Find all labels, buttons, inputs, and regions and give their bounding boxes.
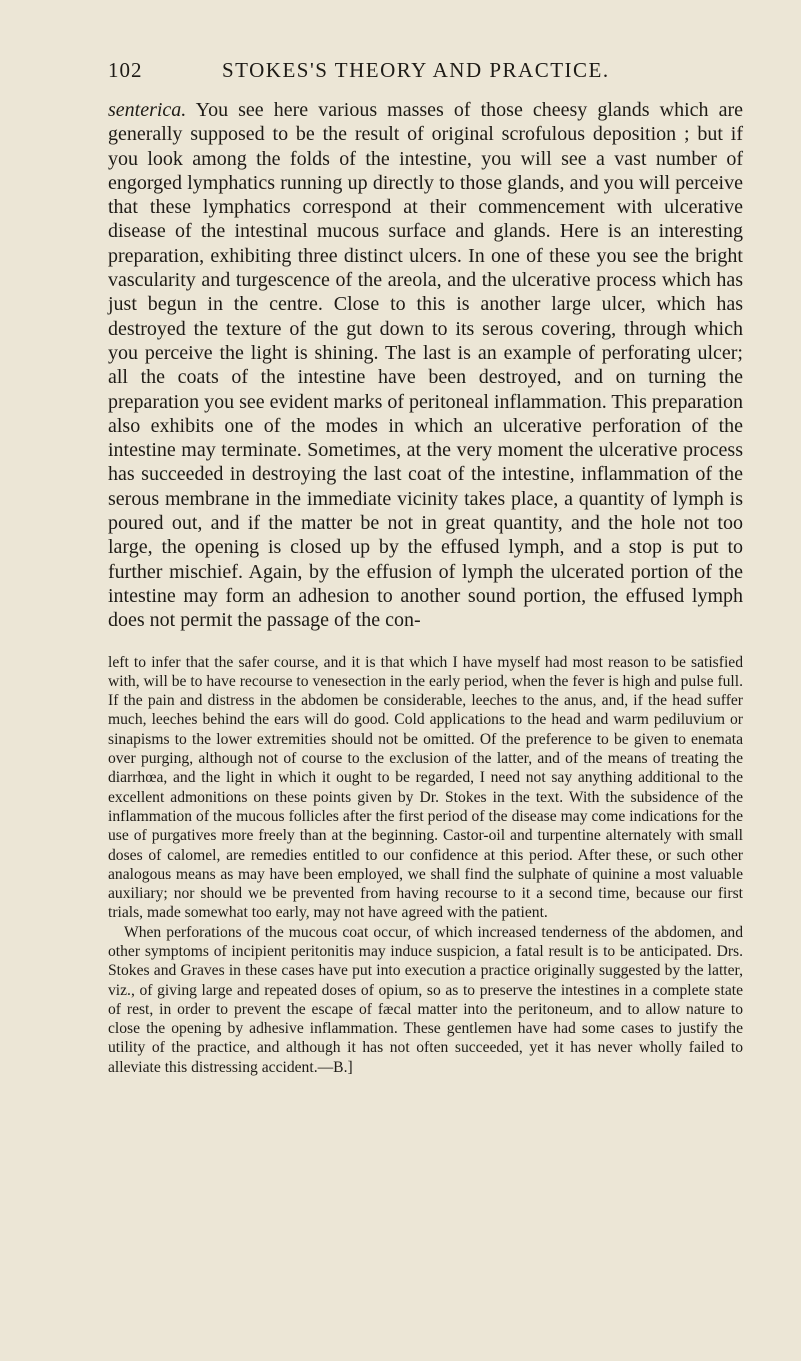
main-paragraph: [108, 98, 743, 633]
running-title: STOKES'S THEORY AND PRACTICE.: [222, 58, 610, 82]
running-header: [108, 58, 743, 88]
continued-word: senterica.: [108, 99, 187, 121]
note-paragraph-2: When perforations of the mucous coat occur, of which increased tenderness of the abdomen, and other symptoms of incipient peritonitis may induce suspicion, a fatal result is to be anticipated. Drs. Stokes and Graves in these cases have put into execution a practice originally suggested by the latter, viz., of giving large and repeated doses of opium, so as to preserve the intestines in a complete state of rest, in order to prevent the escape of fæcal matter into the peritoneum, and to allow nature to close the opening by adhesive inflammation. These gentlemen have had some cases to justify the utility of the practice, and although it has not often succeeded, yet it has never wholly failed to alleviate this distressing accident.—B.]: [108, 923, 743, 1076]
main-paragraph-text: You see here various masses of those cheesy glands which are generally supposed to be the result of original scrofulous deposition ; but if you look among the folds of the intestine, you will see a vast number of engorged lymphatics running up directly to those glands, and you will perceive that these lymphatics correspond at their commencement with ulcerative disease of the intestinal mucous surface and glands. Here is an interesting preparation, exhibiting three distinct ulcers. In one of these you see the bright vascularity and turgescence of the areola, and the ulcerative process which has just begun in the centre. Close to this is another large ulcer, which has destroyed the texture of the gut down to its serous covering, through which you perceive the light is shining. The last is an example of perforating ulcer; all the coats of the intestine have been destroyed, and on turning the preparation you see evident marks of peritoneal inflammation. This preparation also exhibits one of the modes in which an ulcerative perforation of the intestine may terminate. Sometimes, at the very moment the ulcerative process has succeeded in destroying the last coat of the intestine, inflammation of the serous membrane in the immediate vicinity takes place, a quantity of lymph is poured out, and if the matter be not in great quantity, and the hole not too large, the opening is closed up by the effused lymph, and a stop is put to further mischief. Again, by the effusion of lymph the ulcerated portion of the intestine may form an adhesion to another sound portion, the effused lymph does not permit the passage of the con-: [108, 99, 743, 632]
note-paragraph-1: left to infer that the safer course, and it is that which I have myself had most reason to be satisfied with, will be to have recourse to venesection in the early period, when the fever is high and pulse full. If the pain and distress in the abdomen be considerable, leeches to the anus, and, if the head suffer much, leeches behind the ears will do good. Cold applications to the head and warm pediluvium or sinapisms to the lower extremities should not be omitted. Of the preference to be given to enemata over purging, although not of course to the exclusion of the latter, and of the means of treating the diarrhœa, and the light in which it ought to be regarded, I need not say anything additional to the excellent admonitions on these points given by Dr. Stokes in the text. With the subsidence of the inflammation of the mucous follicles after the first period of the disease may come indications for the use of purgatives more freely than at the beginning. Castor-oil and turpentine alternately with small doses of calomel, are remedies entitled to our confidence at this period. After these, or such other analogous means as may have been employed, we shall find the sulphate of quinine a most valuable auxiliary; nor should we be prevented from having recourse to it a second time, because our first trials, made somewhat too early, may not have agreed with the patient.: [108, 653, 743, 922]
editor-note: [108, 653, 743, 1078]
main-text: [108, 98, 743, 633]
page-number: 102: [108, 58, 143, 82]
